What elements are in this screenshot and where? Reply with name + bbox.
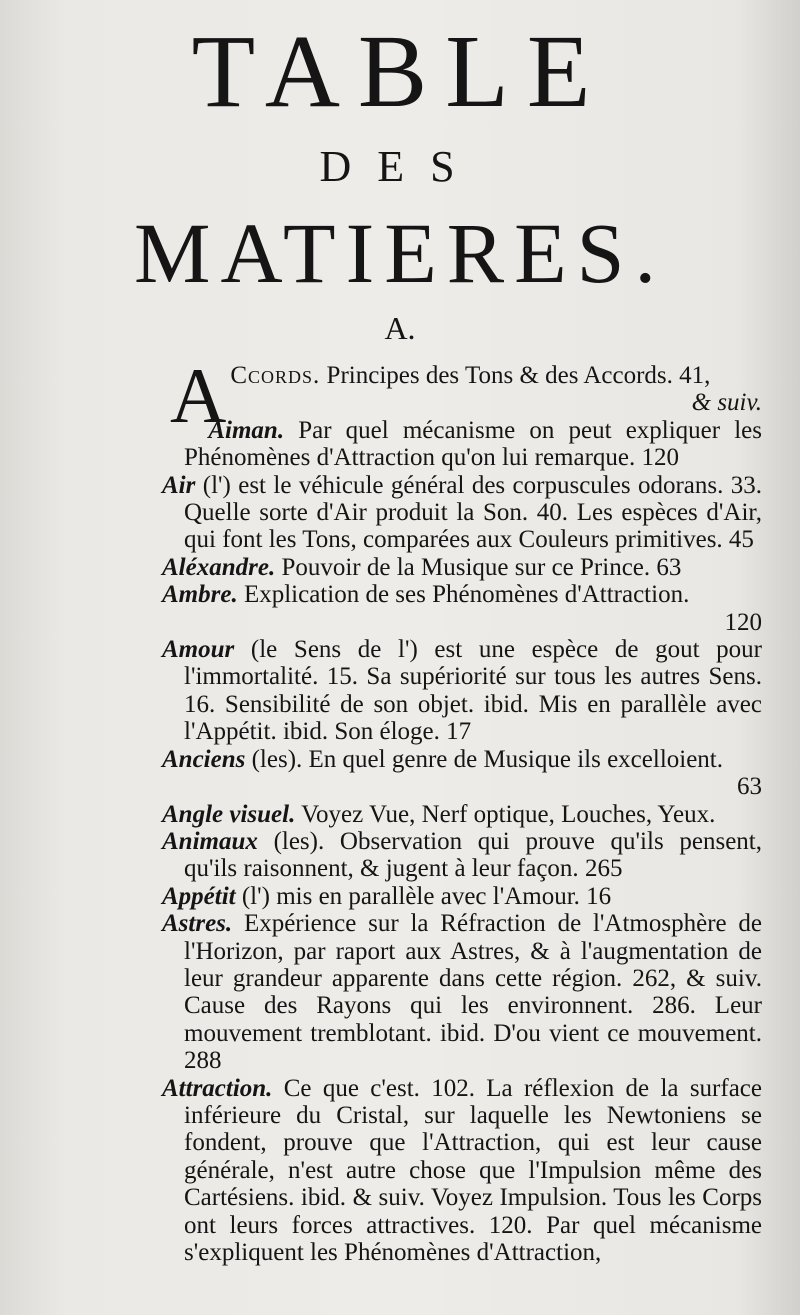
title-table: TABLE [191,14,609,129]
index-entry-aiman [162,417,762,472]
entry-heading: Appétit [162,882,236,910]
entry-text: (le Sens de l') est une espèce de gout pour l'immortalité. 15. Sa supériorité sur tous les autres Sens. 16. Sensibilité de son objet. ibid. Mis en parallèle avec l'Appétit. ibid. Son éloge. [184,636,762,746]
entry-text: Ce que c'est. 102. La réflexion de la surface inférieure du Cristal, sur laquelle les Newtoniens se fondent, prouve que l'Attraction, qui est leur cause générale, n'est autre chose que l'Impulsion même des Cartésiens. ibid. & suiv. Voyez Impulsion. Tous les Corps ont leurs forces attractives. 120. Par quel mécanisme s'expliquent les Phénomènes d'Attraction, [184,1074,762,1266]
page-number: 45 [728,526,754,554]
entry-heading: Amour [162,636,235,664]
page-number: 288 [184,1047,222,1075]
page-number: 16 [586,882,612,910]
entry-heading: Aiman. [208,416,285,444]
entry-text: Expérience sur la Réfraction de l'Atmosphère de l'Horizon, par raport aux Astres, & à l'augmentation de leur grandeur apparente dans cette région. 262, & suiv. Cause des Rayons qui les environnent. 286. Leur mouvement tremblotant. ibid. D'ou vient ce mouvement. [184,910,762,1047]
index-entry-angle [162,801,762,828]
entry-text: Explication de ses Phénomènes d'Attraction. [237,581,690,609]
page-number: 63 [656,553,682,581]
section-letter: A. [384,310,416,346]
page-number: 120 [724,608,762,636]
page-number: 120 [641,444,680,472]
page-number: 63 [737,773,762,801]
entry-text: (l') mis en parallèle avec l'Amour. [235,882,587,910]
entry-text: Pouvoir de la Musique sur ce Prince. [275,553,657,581]
index-entry-appetit [162,883,762,910]
drop-cap: A [170,352,227,439]
title-matieres: MATIERES. [134,205,666,301]
index-entry-attraction [162,1075,762,1267]
entry-text: Voyez Vue, Nerf optique, Louches, Yeux. [295,800,716,828]
entry-text: Principes des Tons & des Accords. 41, [320,362,711,389]
entry-heading: Attraction. [162,1074,273,1102]
index-entry-animaux [162,828,762,883]
page-number: 17 [446,718,472,746]
index-entries [162,352,762,1266]
index-entry-amour [162,636,762,746]
entry-heading: Air [162,471,196,499]
entry-heading: Aléxandre. [162,553,276,581]
title-des: DES [319,142,481,191]
index-entry-astres [162,910,762,1074]
entry-text: (l') est le véhicule général des corpuscules odorans. 33. Quelle sorte d'Air produit la Son. 40. Les espèces d'Air, qui font les Tons, comparées aux Couleurs primitives. [184,471,762,554]
entry-heading: Animaux [162,827,258,855]
entry-text: (les). En quel genre de Musique ils excelloient. [245,745,723,773]
entry-text: (les). Observation qui prouve qu'ils pensent, qu'ils raisonnent, & jugent à leur façon. [184,827,762,883]
entry-heading: Angle visuel. [162,800,296,828]
index-entry-air [162,472,762,554]
index-entry-alexandre [162,554,762,581]
entry-heading: Anciens [162,745,246,773]
index-entry-ambre [162,581,762,636]
entry-heading: Ambre. [162,581,238,609]
entry-heading: Ccords. [230,362,321,389]
page-number: 265 [584,855,623,883]
entry-heading: Astres. [162,910,233,938]
entry-continuation: & suiv. [691,389,762,417]
entry-text: Par quel mécanisme on peut expliquer les Phénomènes d'Attraction qu'on lui remarque. [184,416,762,472]
index-entry-anciens [162,746,762,801]
